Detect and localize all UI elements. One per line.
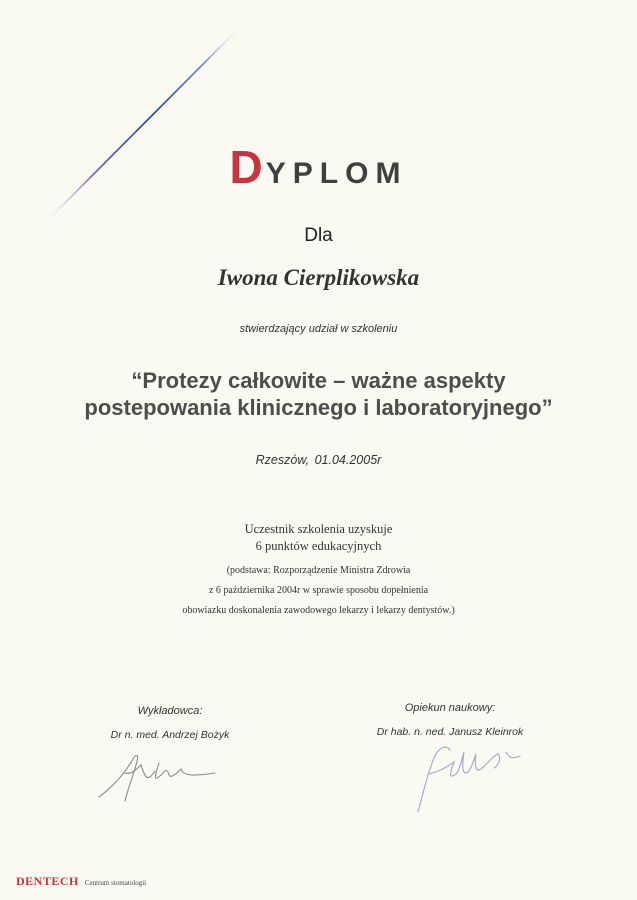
supervisor-signature	[398, 738, 538, 818]
decorative-diagonal-line	[0, 0, 260, 240]
basis-line-1: (podstawa: Rozporządzenie Ministra Zdrowia	[226, 565, 411, 576]
for-label: Dla	[304, 225, 333, 246]
title-initial: D	[229, 141, 266, 193]
diploma-title	[0, 140, 637, 194]
lecturer-block	[90, 705, 250, 741]
lecturer-name: Dr n. med. Andrzej Bożyk	[110, 729, 230, 741]
legal-basis	[0, 561, 637, 621]
course-title-line-1: “Protezy całkowite – ważne aspekty	[131, 368, 506, 393]
title-rest: YPLOM	[265, 157, 408, 190]
points-line-2: 6 punktów edukacyjnych	[255, 539, 382, 553]
brand-subtitle: Centrum stomatologii	[84, 879, 147, 887]
place-and-date: Rzeszów, 01.04.2005r	[255, 453, 382, 467]
supervisor-name: Dr hab. n. ned. Janusz Kleinrok	[376, 726, 524, 738]
lecturer-signature	[95, 745, 235, 805]
supervisor-block	[360, 702, 540, 738]
course-title-line-2: postepowania klinicznego i laboratoryjnego”	[84, 395, 553, 420]
points-line-1: Uczestnik szkolenia uzyskuje	[244, 522, 393, 536]
recipient-name: Iwona Cierplikowska	[217, 265, 420, 290]
points-info	[0, 521, 637, 555]
basis-line-3: obowiazku doskonalenia zawodowego lekarzy i lekarzy dentystów.)	[182, 605, 455, 616]
supervisor-role: Opiekun naukowy:	[404, 702, 496, 714]
confirmation-text: stwierdzający udział w szkoleniu	[239, 323, 398, 335]
course-title	[0, 367, 637, 421]
footer-brand	[16, 872, 146, 890]
basis-line-2: z 6 października 2004r w sprawie sposobu dopełnienia	[208, 585, 429, 596]
lecturer-role: Wykładowca:	[137, 705, 203, 717]
brand-logo-text: DENTECH	[16, 874, 79, 888]
